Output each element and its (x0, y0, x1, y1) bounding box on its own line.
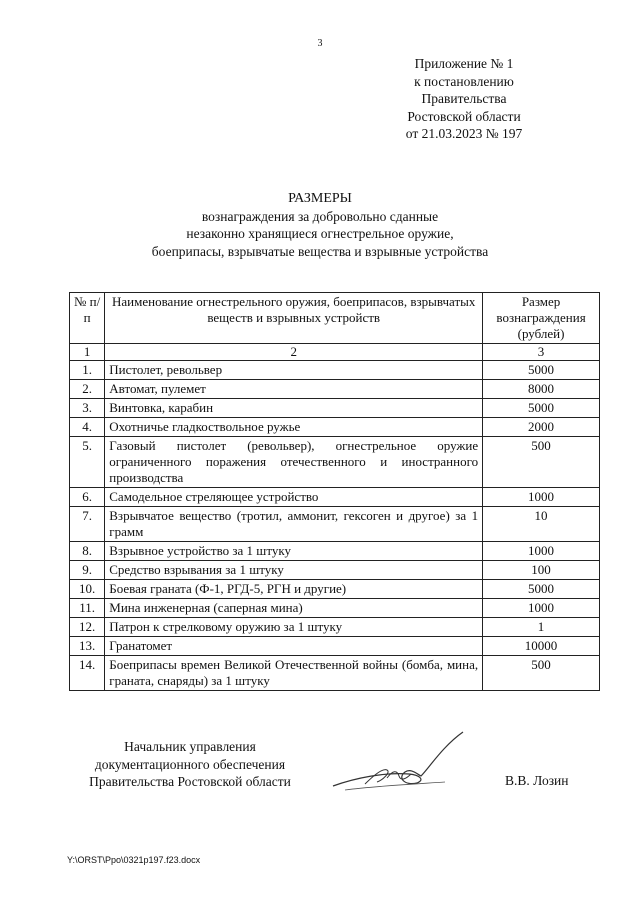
table-row (70, 542, 600, 561)
position-line: документационного обеспечения (94, 756, 286, 772)
row-name: Мина инженерная (саперная мина) (105, 599, 483, 618)
row-amount: 2000 (483, 418, 600, 437)
row-name: Взрывное устройство за 1 штуку (105, 542, 483, 561)
table-row (70, 618, 600, 637)
row-name: Боевая граната (Ф-1, РГД-5, РГН и другие) (105, 580, 483, 599)
appendix-block (364, 55, 564, 143)
row-name: Патрон к стрелковому оружию за 1 штуку (105, 618, 483, 637)
appendix-line: Правительства (421, 91, 507, 106)
row-number: 8. (70, 542, 105, 561)
row-name: Средство взрывания за 1 штуку (105, 561, 483, 580)
row-name: Автомат, пулемет (105, 380, 483, 399)
row-name: Гранатомет (105, 637, 483, 656)
position-line: Правительства Ростовской области (89, 774, 291, 789)
row-number: 3. (70, 399, 105, 418)
row-amount: 1000 (483, 542, 600, 561)
signatory-position (60, 738, 320, 791)
row-amount: 8000 (483, 380, 600, 399)
row-name: Газовый пистолет (револьвер), огнестрельное оружие ограниченного поражения отечественного и иностранного производства (105, 437, 483, 488)
row-amount: 1 (483, 618, 600, 637)
row-amount: 100 (483, 561, 600, 580)
table-row (70, 637, 600, 656)
handwritten-signature (325, 728, 475, 798)
row-number: 7. (70, 507, 105, 542)
row-amount: 5000 (483, 399, 600, 418)
table-row (70, 437, 600, 488)
header-amount: Размер вознаграждения (рублей) (483, 293, 600, 344)
column-number: 3 (483, 344, 600, 361)
row-amount: 1000 (483, 488, 600, 507)
title-line: незаконно хранящиеся огнестрельное оружие, (186, 226, 454, 241)
row-number: 5. (70, 437, 105, 488)
title-heading: РАЗМЕРЫ (288, 191, 352, 206)
header-num: № п/п (70, 293, 105, 344)
table-row (70, 507, 600, 542)
row-amount: 10 (483, 507, 600, 542)
row-number: 14. (70, 656, 105, 691)
row-number: 2. (70, 380, 105, 399)
title-line: боеприпасы, взрывчатые вещества и взрывные устройства (151, 243, 489, 259)
row-number: 9. (70, 561, 105, 580)
row-name: Взрывчатое вещество (тротил, аммонит, гексоген и другое) за 1 грамм (105, 507, 483, 542)
table-row (70, 380, 600, 399)
title-line: вознаграждения за добровольно сданные (201, 208, 439, 224)
appendix-line: от 21.03.2023 № 197 (405, 126, 523, 141)
row-amount: 10000 (483, 637, 600, 656)
appendix-line: Приложение № 1 (414, 56, 514, 71)
row-name: Самодельное стреляющее устройство (105, 488, 483, 507)
column-number: 2 (105, 344, 483, 361)
file-path-footer: Y:\ORST\Ppo\0321p197.f23.docx (67, 855, 201, 865)
column-number: 1 (70, 344, 105, 361)
row-name: Пистолет, револьвер (105, 361, 483, 380)
row-number: 10. (70, 580, 105, 599)
signatory-name: В.В. Лозин (505, 773, 569, 788)
row-number: 1. (70, 361, 105, 380)
position-line: Начальник управления (124, 739, 256, 754)
table-row (70, 488, 600, 507)
row-number: 12. (70, 618, 105, 637)
row-number: 4. (70, 418, 105, 437)
row-number: 11. (70, 599, 105, 618)
row-amount: 500 (483, 437, 600, 488)
row-number: 13. (70, 637, 105, 656)
table-row (70, 656, 600, 691)
document-title (0, 190, 640, 260)
row-amount: 1000 (483, 599, 600, 618)
row-name: Охотничье гладкоствольное ружье (105, 418, 483, 437)
table-row (70, 361, 600, 380)
table-header-row (70, 293, 600, 344)
table-row (70, 561, 600, 580)
column-number-row (70, 344, 600, 361)
appendix-line: к постановлению (414, 73, 514, 89)
row-amount: 5000 (483, 580, 600, 599)
row-amount: 5000 (483, 361, 600, 380)
table-row (70, 580, 600, 599)
page-number: 3 (317, 38, 323, 49)
row-name: Боеприпасы времен Великой Отечественной войны (бомба, мина, граната, снаряды) за 1 штуку (105, 656, 483, 691)
table-row (70, 418, 600, 437)
row-number: 6. (70, 488, 105, 507)
header-name: Наименование огнестрельного оружия, боеприпасов, взрывчатых веществ и взрывных устройств (105, 293, 483, 344)
appendix-line: Ростовской области (407, 108, 521, 124)
rewards-table (69, 292, 600, 691)
row-amount: 500 (483, 656, 600, 691)
table-row (70, 399, 600, 418)
row-name: Винтовка, карабин (105, 399, 483, 418)
table-row (70, 599, 600, 618)
